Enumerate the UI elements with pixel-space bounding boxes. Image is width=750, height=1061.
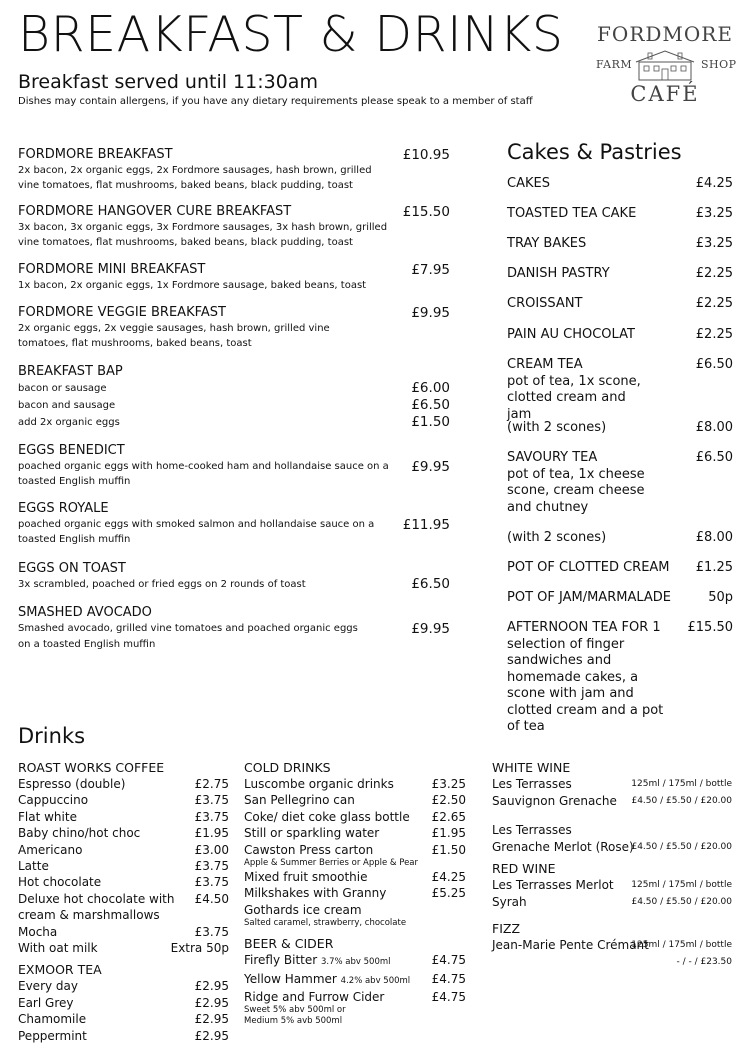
drink-row — [18, 842, 229, 858]
bap-option — [18, 397, 450, 414]
drink-name: Americano — [18, 842, 83, 857]
drink-name: cream & marshmallows — [18, 908, 160, 923]
cake-price: £4.25 — [695, 176, 733, 191]
item-price: £7.95 — [411, 262, 450, 278]
cake-price: £2.25 — [695, 296, 733, 311]
drink-row — [18, 907, 229, 923]
cakes-heading: Cakes & Pastries — [507, 140, 682, 164]
wine-sizes: 125ml / 175ml / bottle — [631, 880, 732, 890]
drink-price: £4.75 — [431, 990, 466, 1005]
bap-option — [18, 380, 450, 397]
logo-farm: FARM — [596, 58, 633, 71]
drinks-heading: Drinks — [18, 724, 86, 748]
cake-item — [507, 620, 733, 736]
wine-price: - / - / £23.50 — [676, 957, 732, 967]
wine-row — [492, 839, 732, 856]
item-description: 2x bacon, 2x organic eggs, 2x Fordmore sausages, hash brown, grilled vine tomatoes, flat mushrooms, baked beans, black pudding, toast — [18, 165, 372, 191]
serving-time: Breakfast served until 11:30am — [18, 71, 318, 93]
wine-sizes: 125ml / 175ml / bottle — [631, 779, 732, 789]
drink-name: Chamomile — [18, 1012, 87, 1027]
item-description: 1x bacon, 2x organic eggs, 1x Fordmore sausage, baked beans, toast — [18, 280, 367, 291]
drink-note: Medium 5% avb 500ml — [244, 1016, 343, 1027]
drink-row — [18, 874, 229, 890]
drink-price: £2.95 — [194, 995, 229, 1010]
drink-row — [244, 989, 466, 1005]
cake-description: pot of tea, 1x cheese scone, cream cheese and chutney — [507, 466, 645, 515]
allergen-note: Dishes may contain allergens, if you have any dietary requirements please speak to a member of staff — [18, 96, 533, 107]
cake-item — [507, 530, 733, 547]
item-price: £9.95 — [411, 459, 450, 475]
cake-price: £15.50 — [687, 620, 733, 635]
wine-name: Grenache Merlot (Rose) — [492, 840, 634, 854]
cake-name: (with 2 scones) — [507, 420, 607, 435]
drink-row — [244, 869, 466, 885]
cake-description: selection of finger sandwiches and homemade cakes, a scone with jam and clotted cream and a pot of tea — [507, 636, 664, 734]
drink-name: Mocha — [18, 924, 58, 939]
coffee-tea-column — [18, 760, 229, 1044]
breakfast-item — [18, 364, 450, 431]
drink-row — [244, 952, 466, 970]
cake-description: pot of tea, 1x scone, clotted cream and jam — [507, 373, 641, 422]
drink-name: Cawston Press carton — [244, 842, 374, 857]
drink-row — [244, 885, 466, 901]
cake-name: DANISH PASTRY — [507, 266, 610, 281]
item-name: SMASHED AVOCADO — [18, 605, 152, 620]
wine-row — [492, 877, 732, 894]
item-description: 2x organic eggs, 2x veggie sausages, hash brown, grilled vine tomatoes, flat mushrooms, baked beans, toast — [18, 323, 330, 349]
cake-item — [507, 357, 733, 423]
item-name: EGGS ON TOAST — [18, 561, 126, 576]
drink-abv: 3.7% abv 500ml — [321, 957, 391, 968]
cold-heading: COLD DRINKS — [244, 760, 331, 775]
drink-row — [18, 891, 229, 907]
drink-row — [244, 825, 466, 841]
item-description: poached organic eggs with smoked salmon and hollandaise sauce on a toasted English muffin — [18, 519, 375, 545]
wine-column — [492, 760, 732, 967]
cake-price: £1.25 — [695, 560, 733, 575]
drink-price: £4.75 — [431, 971, 466, 986]
drink-price: £2.95 — [194, 1028, 229, 1043]
wine-name: Les Terrasses — [492, 777, 572, 791]
drink-row — [244, 971, 466, 989]
drink-row — [244, 902, 466, 918]
item-price: £15.50 — [402, 204, 450, 220]
wine-row — [492, 822, 732, 839]
wine-name: Sauvignon Grenache — [492, 794, 617, 808]
cake-name: TOASTED TEA CAKE — [507, 206, 637, 221]
option-label: bacon or sausage — [18, 383, 107, 394]
drink-name: Gothards ice cream — [244, 902, 362, 917]
cake-name: CREAM TEA — [507, 357, 583, 372]
item-price: £11.95 — [402, 517, 450, 533]
breakfast-item — [18, 262, 450, 293]
cake-price: £3.25 — [695, 206, 733, 221]
drink-row — [18, 995, 229, 1011]
tea-heading: EXMOOR TEA — [18, 962, 102, 978]
item-name: EGGS BENEDICT — [18, 443, 125, 458]
red-wine-heading: RED WINE — [492, 861, 556, 876]
wine-price: £4.50 / £5.50 / £20.00 — [631, 897, 732, 907]
drink-row — [244, 842, 466, 858]
drink-price: £3.75 — [194, 809, 229, 824]
item-name: EGGS ROYALE — [18, 501, 109, 516]
drink-name: Earl Grey — [18, 995, 74, 1010]
drink-price: £4.50 — [194, 891, 229, 906]
cake-price: £2.25 — [695, 327, 733, 342]
breakfast-item — [18, 605, 450, 653]
item-price: £9.95 — [411, 305, 450, 321]
cake-name: SAVOURY TEA — [507, 450, 598, 465]
drink-row — [18, 1028, 229, 1044]
drink-row — [244, 776, 466, 792]
drink-name: Firefly Bitter — [244, 953, 318, 968]
item-description: 3x bacon, 3x organic eggs, 3x Fordmore sausages, 3x hash brown, grilled vine tomatoes, flat mushrooms, baked beans, black pudding, toast — [18, 222, 388, 248]
farmhouse-icon — [630, 48, 700, 82]
item-description: Smashed avocado, grilled vine tomatoes and poached organic eggs on a toasted English muffin — [18, 623, 358, 650]
coffee-heading: ROAST WORKS COFFEE — [18, 760, 165, 775]
drink-name: Every day — [18, 979, 78, 994]
drink-row — [18, 858, 229, 874]
wine-row — [492, 937, 732, 954]
cold-beer-column — [244, 760, 466, 1027]
item-price: £6.50 — [411, 576, 450, 592]
drink-price: £3.25 — [431, 777, 466, 791]
logo-shop: SHOP — [701, 58, 737, 71]
option-price: £6.50 — [411, 397, 450, 413]
item-name: FORDMORE VEGGIE BREAKFAST — [18, 305, 226, 320]
drink-name: Cappuccino — [18, 793, 89, 808]
option-label: bacon and sausage — [18, 400, 116, 411]
item-price: £10.95 — [402, 147, 450, 163]
cake-name: CROISSANT — [507, 296, 583, 311]
drink-row — [244, 809, 466, 825]
drink-price: £4.75 — [431, 953, 466, 968]
drink-name: Mixed fruit smoothie — [244, 870, 368, 885]
cake-item — [507, 176, 733, 193]
cake-name: POT OF JAM/MARMALADE — [507, 590, 671, 605]
drink-price: £1.95 — [194, 826, 229, 841]
cake-item — [507, 420, 733, 437]
drink-row — [244, 792, 466, 808]
cake-price: £6.50 — [695, 357, 733, 372]
beer-heading: BEER & CIDER — [244, 936, 334, 952]
breakfast-item — [18, 147, 450, 193]
drink-price: £2.95 — [194, 979, 229, 994]
drink-price: £3.75 — [194, 859, 229, 874]
wine-name: Syrah — [492, 895, 527, 909]
drink-row — [18, 924, 229, 940]
drink-price: £3.75 — [194, 924, 229, 939]
breakfast-item — [18, 305, 450, 351]
drink-row — [18, 1011, 229, 1027]
cake-price: £6.50 — [695, 450, 733, 465]
cake-item — [507, 236, 733, 253]
cake-name: PAIN AU CHOCOLAT — [507, 327, 635, 342]
drink-name: Ridge and Furrow Cider — [244, 990, 385, 1005]
drink-price: £2.65 — [431, 809, 466, 824]
cake-name: TRAY BAKES — [507, 236, 587, 251]
drink-price: £2.95 — [194, 1012, 229, 1027]
cake-price: £8.00 — [695, 420, 733, 435]
drink-row — [18, 809, 229, 825]
drink-row — [18, 978, 229, 994]
cake-item — [507, 450, 733, 516]
drink-row — [18, 776, 229, 792]
cake-item — [507, 266, 733, 283]
drink-price: Extra 50p — [170, 941, 229, 956]
bap-option — [18, 414, 450, 431]
page-title: BREAKFAST & DRINKS — [18, 6, 564, 63]
drink-name: Baby chino/hot choc — [18, 826, 141, 841]
breakfast-item — [18, 204, 450, 250]
wine-sizes: 125ml / 175ml / bottle — [631, 940, 732, 950]
item-name: FORDMORE HANGOVER CURE BREAKFAST — [18, 204, 292, 219]
item-name: FORDMORE MINI BREAKFAST — [18, 262, 206, 277]
drink-row — [18, 940, 229, 956]
cake-item — [507, 590, 733, 607]
drink-name: Hot chocolate — [18, 875, 102, 890]
option-price: £1.50 — [411, 414, 450, 430]
logo-cafe: CAFÉ — [630, 82, 700, 106]
item-name: BREAKFAST BAP — [18, 364, 123, 379]
drink-name: Luscombe organic drinks — [244, 777, 394, 791]
drink-price: £3.75 — [194, 875, 229, 890]
cake-price: £3.25 — [695, 236, 733, 251]
drink-price: £4.25 — [431, 870, 466, 885]
drink-price: £1.50 — [431, 842, 466, 857]
drink-name: Still or sparkling water — [244, 826, 380, 841]
wine-price: £4.50 / £5.50 / £20.00 — [631, 842, 732, 852]
drink-price: £2.50 — [431, 793, 466, 808]
drink-name: Espresso (double) — [18, 777, 126, 791]
drink-name: Peppermint — [18, 1028, 87, 1043]
drink-price: £5.25 — [431, 886, 466, 901]
option-label: add 2x organic eggs — [18, 417, 120, 428]
white-wine-heading: WHITE WINE — [492, 760, 571, 775]
cake-name: POT OF CLOTTED CREAM — [507, 560, 670, 575]
cake-item — [507, 560, 733, 577]
drink-name: Yellow Hammer — [244, 971, 337, 986]
cafe-logo — [592, 20, 738, 112]
cake-name: (with 2 scones) — [507, 530, 607, 545]
item-price: £9.95 — [411, 621, 450, 637]
drink-note: Sweet 5% abv 500ml or — [244, 1005, 346, 1016]
drink-row — [18, 825, 229, 841]
cake-item — [507, 327, 733, 344]
wine-price: £4.50 / £5.50 / £20.00 — [631, 796, 732, 806]
option-price: £6.00 — [411, 380, 450, 396]
fizz-heading: FIZZ — [492, 921, 521, 936]
breakfast-item — [18, 561, 450, 592]
drink-name: Milkshakes with Granny — [244, 886, 387, 901]
wine-row — [492, 894, 732, 911]
drink-name: Flat white — [18, 809, 77, 824]
cake-price: £8.00 — [695, 530, 733, 545]
breakfast-item — [18, 443, 450, 489]
drink-abv: 4.2% abv 500ml — [340, 975, 411, 986]
drink-name: Coke/ diet coke glass bottle — [244, 809, 410, 824]
drink-name: With oat milk — [18, 941, 98, 956]
wine-row — [492, 793, 732, 810]
cake-price: £2.25 — [695, 266, 733, 281]
drink-note: Apple & Summer Berries or Apple & Pear — [244, 858, 419, 869]
cake-name: AFTERNOON TEA FOR 1 — [507, 620, 661, 635]
drink-note: Salted caramel, strawberry, chocolate — [244, 918, 407, 929]
item-description: poached organic eggs with home-cooked ham and hollandaise sauce on a toasted English muffin — [18, 461, 389, 487]
wine-row — [492, 776, 732, 793]
drink-name: Deluxe hot chocolate with — [18, 891, 175, 906]
cake-name: CAKES — [507, 176, 550, 191]
cake-item — [507, 206, 733, 223]
wine-name: Les Terrasses — [492, 823, 572, 837]
breakfast-item — [18, 501, 450, 547]
drink-row — [18, 792, 229, 808]
wine-name: Jean-Marie Pente Crémant — [492, 938, 649, 952]
wine-name: Les Terrasses Merlot — [492, 878, 614, 892]
cake-item — [507, 296, 733, 313]
drink-price: £1.95 — [431, 826, 466, 841]
cake-price: 50p — [708, 590, 733, 605]
drink-name: Latte — [18, 859, 49, 874]
drink-price: £3.00 — [194, 842, 229, 857]
logo-name: FORDMORE — [597, 22, 733, 46]
item-name: FORDMORE BREAKFAST — [18, 147, 173, 162]
drink-price: £3.75 — [194, 793, 229, 808]
item-description: 3x scrambled, poached or fried eggs on 2 rounds of toast — [18, 579, 306, 590]
drink-price: £2.75 — [194, 777, 229, 791]
drink-name: San Pellegrino can — [244, 793, 355, 808]
